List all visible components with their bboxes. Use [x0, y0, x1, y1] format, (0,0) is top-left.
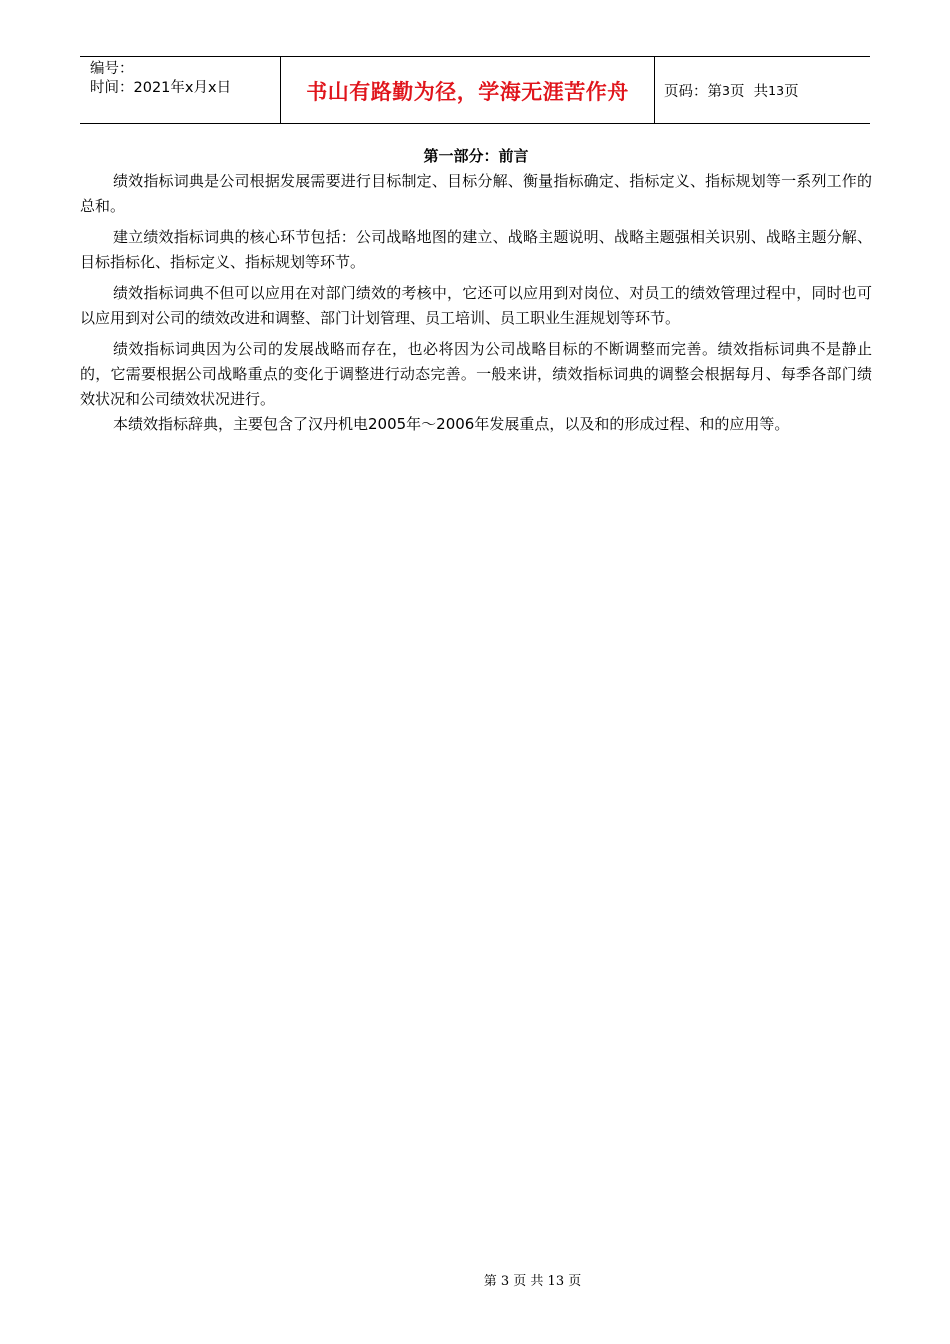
- section-title: 第一部分：前言: [423, 147, 529, 165]
- paragraph: 本绩效指标辞典，主要包含了汉丹机电2005年～2006年发展重点，以及和的形成过程、和的应用等。: [113, 415, 790, 433]
- page-prefix: 页码：第: [664, 83, 722, 100]
- document-body: [80, 146, 872, 443]
- page-current: 3: [722, 82, 730, 98]
- header-page-number: [655, 57, 870, 123]
- paragraph: 绩效指标词典因为公司的发展战略而存在，也必将因为公司战略目标的不断调整而完善。绩效指标词典不是静止的，它需要根据公司战略重点的变化于调整进行动态完善。一般来讲，绩效指标词典的调整会根据每月、每季各部门绩效状况和公司绩效状况进行。: [80, 340, 872, 408]
- page-footer: 第 3 页 共 13 页: [483, 1274, 582, 1289]
- page-mid: 页 共: [729, 83, 769, 100]
- page-header: [80, 56, 870, 124]
- page-total: 13: [768, 82, 785, 98]
- paragraph: 建立绩效指标词典的核心环节包括：公司战略地图的建立、战略主题说明、战略主题强相关识别、战略主题分解、目标指标化、指标定义、指标规划等环节。: [80, 228, 872, 271]
- document-time-label: 时间：2021年x月x日: [90, 80, 232, 96]
- header-motto: 书山有路勤为径，学海无涯苦作舟: [281, 57, 655, 123]
- page-suffix: 页: [784, 83, 799, 100]
- document-number-label: 编号：: [90, 61, 134, 77]
- paragraph: 绩效指标词典是公司根据发展需要进行目标制定、目标分解、衡量指标确定、指标定义、指标规划等一系列工作的总和。: [80, 172, 872, 215]
- paragraph: 绩效指标词典不但可以应用在对部门绩效的考核中，它还可以应用到对岗位、对员工的绩效管理过程中，同时也可以应用到对公司的绩效改进和调整、部门计划管理、员工培训、员工职业生涯规划等环节。: [80, 284, 872, 327]
- header-meta: [80, 57, 281, 123]
